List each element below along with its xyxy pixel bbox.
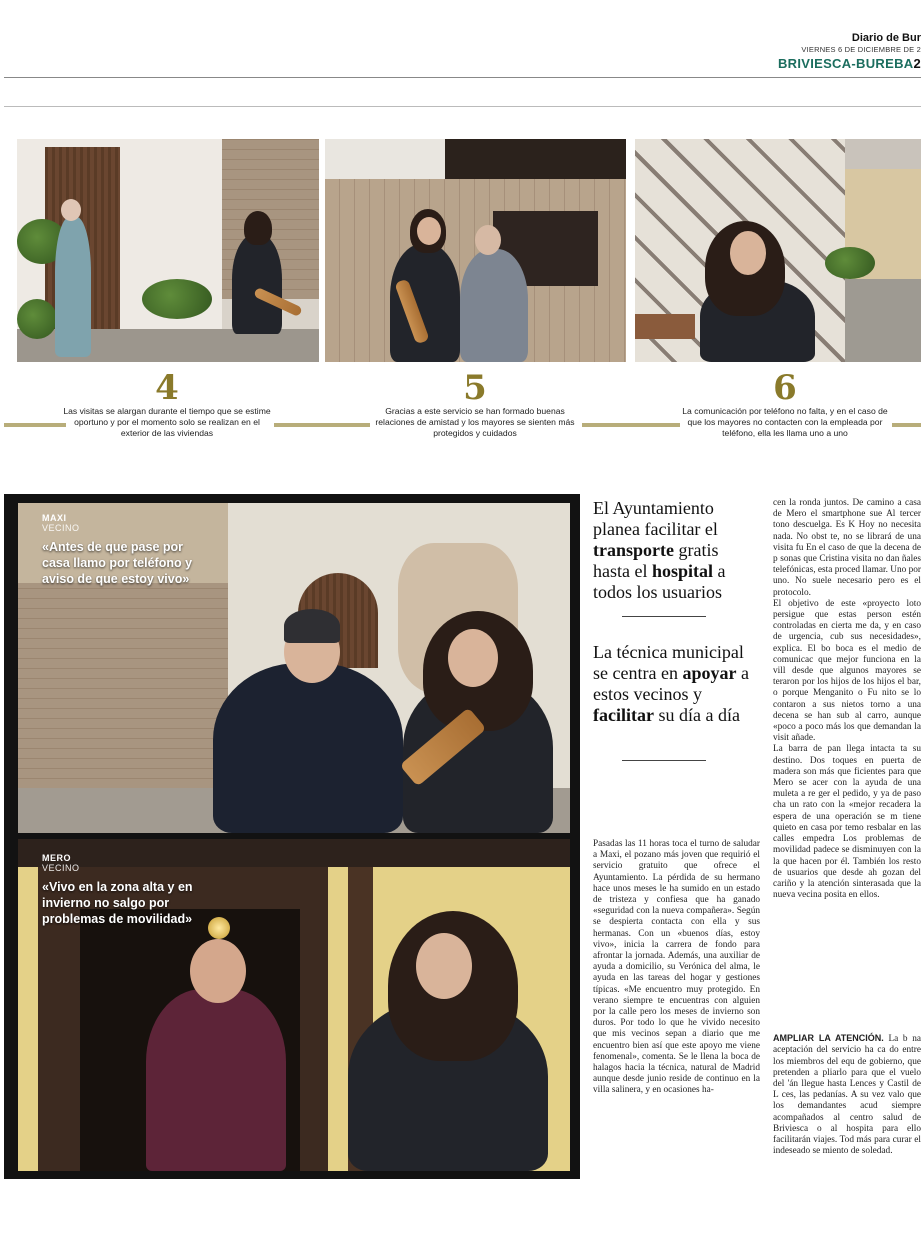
caption-number: 5: [463, 368, 487, 408]
headline-emphasis: hospital: [651, 561, 714, 581]
caption-number: 6: [773, 368, 797, 408]
person-quote: «Vivo en la zona alta y en invierno no salgo por problemas de movilidad»: [42, 880, 193, 926]
headline-emphasis: transporte: [593, 540, 674, 560]
headline-text: El Ayuntamiento planea facilitar el: [593, 498, 718, 539]
person-name: MAXI: [42, 513, 67, 523]
caption-5: [370, 370, 580, 439]
person-role: VECINO: [42, 523, 80, 533]
section-name: BRIVIESCA-BUREBA: [777, 56, 914, 71]
header-rule: [4, 77, 921, 78]
caption-bar: [892, 423, 921, 427]
headline-text: gratis hasta el: [593, 540, 719, 581]
headline-text: su día a día: [653, 705, 740, 725]
headline-divider: [622, 616, 706, 617]
headline-transport: [593, 498, 755, 603]
headline-emphasis: apoyar: [682, 663, 737, 683]
person-quote: «Antes de que pase por casa llamo por teléfono y aviso de que estoy vivo»: [42, 540, 193, 586]
paragraph: La b na aceptación del servicio ha ca do entre los miembros del equ de gobierno, que pretenden a pliarlo para que el vuelo del 'án llegue hasta Lences y Castil de L ces, las pedanías. A su vez valo que los demandantes acud siempre acompañados al centro salud de Briviesca o al hospita para ello facilitarán viajes. Tod más para curar el indeseado se miento de soledad.: [773, 1034, 921, 1157]
photo-6: [635, 139, 921, 362]
headline-emphasis: facilitar: [593, 705, 654, 725]
person-name: MERO: [42, 853, 71, 863]
headline-text: a estos vecinos y: [593, 663, 749, 704]
caption-text: Gracias a este servicio se han formado buenas relaciones de amistad y los mayores se sienten más protegidos y cuidados: [375, 406, 575, 438]
article-column-right: cen la ronda juntos. De camino a casa de Mero el smartphone sue Al tercer tono descuelga. Es K Hoy no necesita nada. No obst te, no se librará de una visita fu En el caso de que la decena de p sonas que Cristina visita no dan ñales telefónicas, esta proced llamar. Uno por uno. No suele necesario pero es el protocolo. El objetivo de este «proyecto loto persigue que estas person estén controladas en cierta me da, y en caso de urgencia, cub sus necesidades», explica. El bo boca es el medio de comunicac que mejor funciona en la vill desde que algunos mayores se teraron por los hijos de los hijos el bar, o porque Menganito o Fu nito se lo contaron a sus nietos torno a una decena se han sub al carro, aunque «poco a poco más los que demandan la visit añade. La barra de pan llega intacta ta su destino. Dos toques en puerta de madera son más que ficientes para que Mero se acer con la ayuda de una muleta a re ger el pedido, y ya de paso cha un rato con la «mejor recadera la espera de una operación se m tiene quieto en casa por temo resbalar en las calles empedra Los problemas de movilidad padece se disminuyen con la la que hacen por él. También los resto de usuarios que desde ah gozan del cariño y la atención sinterasada que la nueva vecina posita en ellos.: [773, 498, 921, 901]
photo-mero: [18, 839, 570, 1171]
caption-text: La comunicación por teléfono no falta, y en el caso de que los mayores no contacten con la empleada por teléfono, ella les llama uno a uno: [682, 406, 888, 438]
headline-text: a todos los usuarios: [593, 561, 726, 602]
caption-number: 4: [155, 368, 179, 408]
article-column-center: Pasadas las 11 horas toca el turno de saludar a Maxi, el pozano más joven que requirió el servicio gratuito que ofrece el Ayuntamiento. La pérdida de su hermano hace unos meses le ha sumido en un estado de tristeza y confiesa que ha ganado «seguridad con la nueva compañera». Según se despierta contacta con ella y sus hermanas. Con un «buenos días, estoy vivo», inicia la carrera de fondo para afrontar la jornada. Además, una auxiliar de ayuda a domicilio, su Verónica del alma, le ayuda en las tareas del hogar y gestiones típicas. «Me encuentro muy protegido. En verano siempre te encuentras con alguien por la calle pero los meses de invierno son duros. Por todo lo que he vivido necesito que mis vecinos sepan a diario que me encuentro bien así que este apoyo me viene fenomenal», comenta. Se le llena la boca de halagos hacia la técnica, natural de Madrid aunque desde junio reside de continuo en la villa salinera, y en ocasiones ha-: [593, 839, 760, 1096]
masthead: [681, 32, 921, 71]
headline-technician: [593, 642, 761, 726]
headline-text: La técnica municipal se centra en: [593, 642, 744, 683]
caption-6: [680, 370, 890, 439]
caption-bar: [274, 423, 370, 427]
article-column-right-lower: [773, 1022, 921, 1184]
newspaper-name: Diario de Bur: [851, 32, 921, 44]
photo-frame: [4, 494, 580, 1179]
issue-date: VIERNES 6 DE DICIEMBRE DE 2: [801, 45, 921, 54]
person-role: VECINO: [42, 863, 80, 873]
photo-maxi: [18, 503, 570, 833]
headline-divider: [622, 760, 706, 761]
header-rule-secondary: [4, 106, 921, 107]
photo-5: [325, 139, 626, 362]
subhead: AMPLIAR LA ATENCIÓN.: [773, 1033, 884, 1044]
label-mero: [42, 853, 202, 927]
photo-4: [17, 139, 319, 362]
caption-text: Las visitas se alargan durante el tiempo que se estime oportuno y por el momento solo se realizan en el exterior de las viviendas: [63, 406, 271, 438]
caption-bar: [582, 423, 680, 427]
section-title: [681, 56, 921, 71]
caption-4: [62, 370, 272, 439]
caption-bar: [4, 423, 66, 427]
page-number: 2: [913, 56, 921, 71]
label-maxi: [42, 513, 202, 587]
